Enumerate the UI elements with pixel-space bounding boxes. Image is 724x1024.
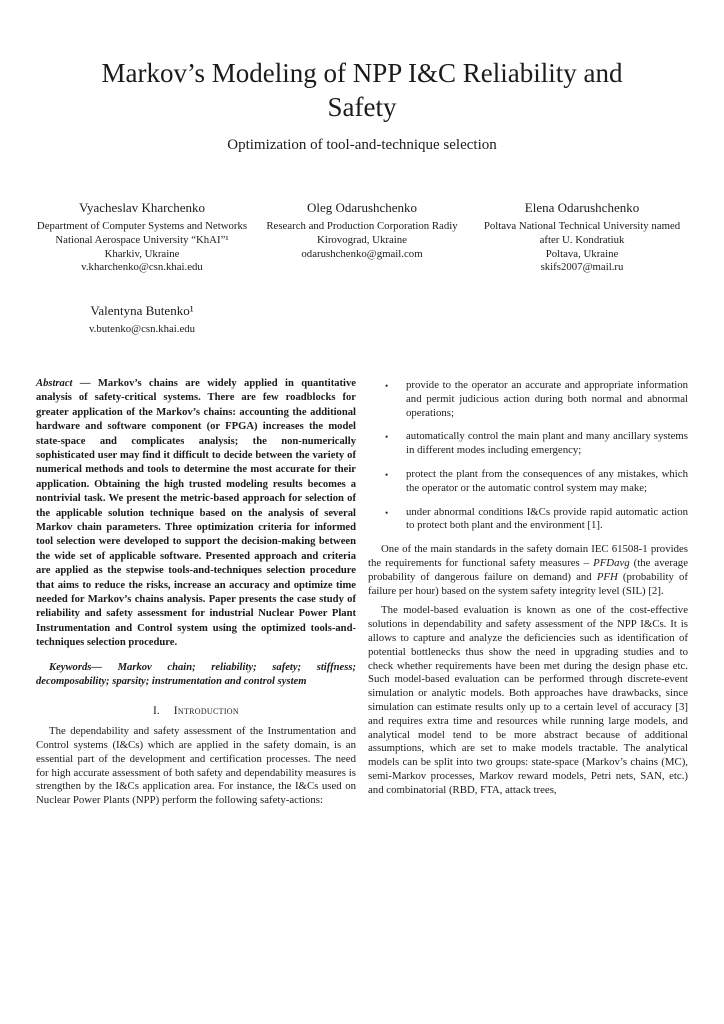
paragraph-text: (the average probability of dangerous failure on demand) and	[368, 556, 688, 583]
author-name: Valentyna Butenko¹	[90, 303, 194, 319]
paragraph-text: One of the main standards in the safety domain IEC 61508-1 provides the requirements for functional safety measures –	[368, 543, 688, 569]
body-columns	[36, 377, 688, 808]
page-title	[0, 56, 724, 124]
abstract-text: Markov’s chains are widely applied in quantitative analysis of safety-critical systems. There are few roadblocks for greater application of the Markov’s chains: accounting the additional hardware and software component (or FPGA) increases the model state-space and complicates analysis; the non-numerically sophisticated user may find it difficult to decide between the variety of numerical methods and tools to determine the most accurate for their application. Obtaining the high trusted modeling results becomes a nontrivial task. We present the metric-based approach for selection of the applicable solution technique based on the analysis of several Markov chain parameters. Three optimization criteria for informed tool selection were developed to support the decision-making between the wide set of applicable software. Presented approach and criteria are applied as the stepwise tools-and-techniques selection procedure that aims to reduce the risks, increase an accuracy and optimize time needed for Markov’s chains analysis. Paper presents the case study of reliability and safety assessment for industrial Nuclear Power Plant Instrumentation and Control system using the optimized tools-and-techniques selection procedure.	[36, 377, 356, 649]
author-email: odarushchenko@gmail.com	[301, 247, 423, 260]
intro-paragraph-2	[368, 543, 688, 598]
author-city: Kirovograd, Ukraine	[317, 233, 407, 246]
author-name: Oleg Odarushchenko	[306, 200, 418, 215]
author-organization: Poltava National Technical University named after U. Kondratiuk	[483, 220, 681, 246]
bullet-text: provide to the operator an accurate and appropriate information and permit judicious action during both normal and abnormal operations;	[406, 378, 688, 419]
title-line-2: Safety	[327, 92, 397, 122]
author-department: Department of Computer Systems and Networks	[36, 220, 248, 232]
abstract-separator: —	[72, 377, 98, 389]
section-number: I.	[153, 705, 160, 718]
bullet-icon: •	[385, 432, 389, 443]
author-block-kharchenko	[36, 200, 248, 275]
bullet-text: under abnormal conditions I&Cs provide rapid automatic action to protect both plant and the environment [1].	[406, 505, 688, 532]
term-pfdavg: PFDavg	[593, 556, 630, 569]
list-item	[368, 379, 688, 420]
author-city: Poltava, Ukraine	[545, 247, 619, 260]
author-email: skifs2007@mail.ru	[540, 261, 624, 274]
left-column	[36, 377, 356, 808]
section-title: Introduction	[173, 705, 239, 718]
right-column	[368, 377, 688, 808]
bullet-text: protect the plant from the consequences of any mistakes, which the operator or the automatic control system may make;	[406, 467, 688, 494]
title-line-1: Markov’s Modeling of NPP I&C Reliability and	[101, 58, 623, 88]
list-item	[368, 468, 688, 496]
author-block-odarushchenko-o	[256, 200, 468, 275]
safety-actions-bullet-list	[368, 379, 688, 533]
keywords-paragraph	[36, 661, 356, 689]
bullet-icon: •	[385, 469, 389, 480]
author-block-odarushchenko-e	[476, 200, 688, 275]
author-organization: Research and Production Corporation Radiy	[266, 220, 458, 232]
list-item	[368, 430, 688, 458]
term-pfh: PFH	[596, 570, 618, 583]
paragraph-text: (probability of failure per hour) based on the system safety integrity level (SIL) [2].	[368, 570, 688, 597]
author-name: Vyacheslav Kharchenko	[79, 200, 205, 215]
list-item	[368, 506, 688, 534]
author-city: Kharkiv, Ukraine	[104, 247, 180, 260]
authors-row-2	[36, 303, 688, 337]
paper-subtitle: Optimization of tool-and-technique selection	[227, 137, 497, 153]
title-block	[0, 0, 724, 154]
author-organization: National Aerospace University “KhAI”¹	[55, 233, 229, 246]
intro-paragraph-1: The dependability and safety assessment of the Instrumentation and Control systems (I&Cs) which are applied in the safety domain, is an essential part of the development and certification processes. The need for high accurate assessment of both safety and dependability measures is strengthen by the I&Cs application area. For instance, the I&Cs used on Nuclear Power Plants (NPP) perform the following safety-actions:	[36, 725, 356, 807]
keywords-label: Keywords—	[49, 661, 102, 673]
abstract-label: Abstract	[36, 377, 73, 389]
bullet-text: automatically control the main plant and many ancillary systems in different modes including emergency;	[406, 430, 688, 457]
intro-paragraph-3: The model-based evaluation is known as one of the cost-effective solutions in dependability and safety assessment of the NPP I&Cs. It is allows to capture and analyze the deficiencies such as identification of potential bottlenecks thus show the need in upgrading studies and to check whether requirements have been met during the design phase etc. Such model-based evaluation can be performed through discrete-event simulation or analytic models. Both approaches have drawbacks, since simulation can estimate results only up to a certain level of accuracy [3] and requires extra time and resources while running large models, and analytical model tend to be more abstract because of additional assumptions, which are set to make models tractable. The analytical models can be split into two groups: state-space (Markov’s chains (MC), semi-Markov processes, Markov reward models, Petri nets, SAN, etc.) and combinatorial (RBD, FTA, attack trees,	[368, 604, 688, 796]
section-heading-introduction	[36, 705, 356, 717]
authors-row-1	[36, 200, 688, 275]
keywords-text: Markov chain; reliability; safety; stiffness; decomposability; sparsity; instrumentation and control system	[36, 661, 356, 687]
author-name: Elena Odarushchenko	[524, 200, 640, 215]
author-email: v.butenko@csn.khai.edu	[88, 323, 196, 336]
bullet-icon: •	[385, 507, 389, 518]
abstract-paragraph	[36, 377, 356, 651]
bullet-icon: •	[385, 380, 389, 391]
author-email: v.kharchenko@csn.khai.edu	[81, 261, 203, 274]
author-block-butenko	[36, 303, 248, 337]
